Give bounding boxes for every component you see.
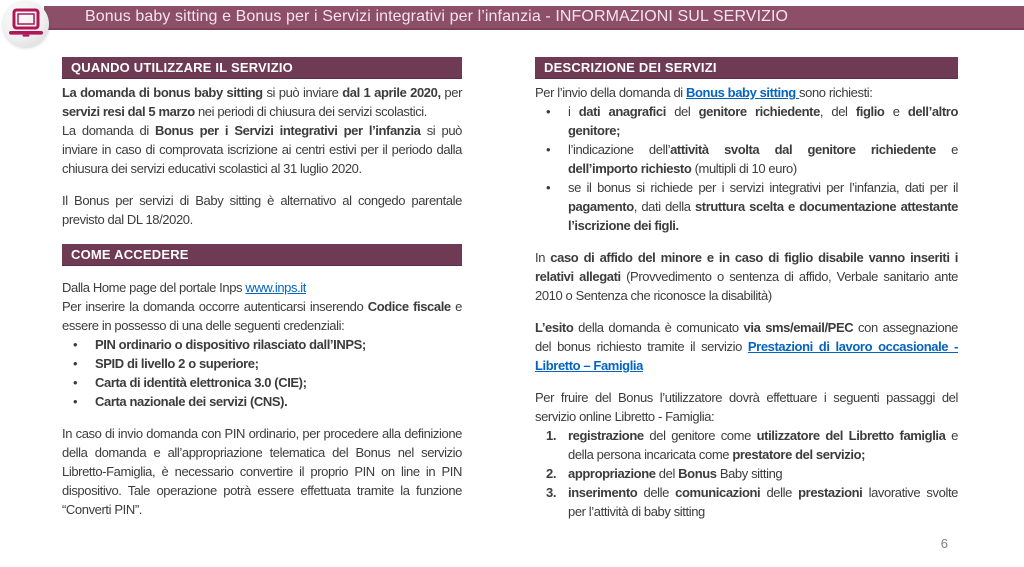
text-run: delle (643, 485, 676, 500)
text-run: struttura scelta e documentazione attestante l’iscrizione dei figli. (568, 199, 958, 233)
text-run: dell’altro genitore; (568, 104, 958, 138)
bullet-item (62, 373, 462, 392)
text-run: Carta di identità elettronica 3.0 (CIE); (95, 375, 307, 390)
text-run: dal 1 aprile 2020, (342, 85, 445, 100)
section-header-come-accedere (62, 244, 462, 266)
laptop-icon (4, 2, 48, 46)
text-run: Per inserire la domanda occorre autenticarsi inserendo (62, 299, 368, 314)
text-run: via sms/email/PEC (743, 320, 859, 335)
number-marker: 3. (546, 485, 557, 500)
text-run: del genitore come (649, 428, 757, 443)
text-run: del (674, 104, 699, 119)
text-run: Per fruire del Bonus l’utilizzatore dovrà effettuare i seguenti passaggi del servizio online Libretto - Famiglia: (535, 390, 958, 424)
paragraph-alternativo-congedo (62, 191, 462, 229)
paragraph-domanda-baby-sitting (62, 83, 462, 121)
text-run: prestatore del servizio; (732, 447, 866, 462)
bullet-item (535, 140, 958, 178)
text-run: In (535, 250, 551, 265)
text-run: L’esito (535, 320, 579, 335)
text-run: servizi resi dal 5 marzo (62, 104, 198, 119)
text-run: e (892, 104, 908, 119)
text-run: del (658, 466, 679, 481)
text-run: (Provvedimento o sentenza di affido, Verbale sanitario ante 2010 o Sentenza che riconosce la disabilità) (535, 269, 959, 303)
credentials-list (62, 335, 462, 411)
text-run: l’indicazione dell’ (568, 142, 671, 157)
text-run: Baby sitting (719, 466, 783, 481)
text-run: con assegnazione del bonus richiesto tramite il servizio (535, 320, 958, 354)
text-run: delle (766, 485, 799, 500)
text-run: della domanda è comunicato (578, 320, 744, 335)
bullet-item (62, 392, 462, 411)
bullet-marker: • (73, 375, 78, 390)
bonus-baby-sitting-link[interactable]: Bonus baby sitting (686, 85, 800, 100)
section-title: QUANDO UTILIZZARE IL SERVIZIO (71, 60, 293, 75)
list-item-text (95, 335, 462, 354)
passaggi-list (535, 426, 958, 521)
section-header-quando-utilizzare (62, 57, 462, 79)
text-run: e (951, 142, 958, 157)
text-run: sono richiesti: (799, 85, 873, 100)
text-run: Il Bonus per servizi di Baby sitting è alternativo al congedo parentale previsto dal DL 18/2020. (62, 193, 462, 227)
text-run: i (568, 104, 579, 119)
bullet-item (535, 178, 958, 235)
inps-link[interactable]: www.inps.it (245, 280, 306, 295)
text-run: appropriazione (568, 466, 659, 481)
text-run: figlio (855, 104, 893, 119)
number-marker: 2. (546, 466, 557, 481)
list-item-text (568, 483, 958, 521)
prestazioni-libretto-famiglia-link[interactable]: Prestazioni di lavoro occasionale - Libretto – Famiglia (535, 339, 958, 373)
title-bar (44, 6, 1024, 30)
text-run: nei periodi di chiusura dei servizi scolastici. (197, 104, 428, 119)
list-item-text (95, 354, 462, 373)
slide-title: Bonus baby sitting e Bonus per i Servizi integrativi per l’infanzia - INFORMAZIONI SUL SERVIZIO (85, 8, 789, 25)
text-run: caso di affido del minore e in caso di figlio disabile vanno inseriti i relativi allegati (535, 250, 958, 284)
right-column (535, 57, 958, 521)
list-item-text (95, 392, 462, 411)
paragraph-pin-ordinario (62, 424, 462, 519)
logo-circle (3, 1, 49, 47)
list-item-text (568, 426, 958, 464)
bullet-marker: • (73, 394, 78, 409)
text-run: dati anagrafici (578, 104, 675, 119)
list-item-text (568, 178, 958, 235)
numbered-item (535, 483, 958, 521)
text-run: registrazione (568, 428, 650, 443)
text-run: comunicazioni (675, 485, 767, 500)
text-run: si può inviare in caso di comprovata iscrizione ai centri estivi per il periodo dalla chiusura dei servizi educativi scolastici al 31 luglio 2020. (62, 123, 462, 176)
paragraph-autenticazione (62, 297, 462, 335)
numbered-item (535, 464, 958, 483)
list-item-text (568, 102, 958, 140)
text-run: e della persona incaricata come (568, 428, 958, 462)
text-run: PIN ordinario o dispositivo rilasciato dall’INPS; (95, 337, 366, 352)
requisiti-list (535, 102, 958, 235)
text-run: per (444, 85, 462, 100)
bullet-marker: • (546, 180, 551, 195)
text-run: Per l’invio della domanda di (535, 85, 686, 100)
text-run: , dati della (633, 199, 695, 214)
numbered-item (535, 426, 958, 464)
text-run: Dalla Home page del portale Inps (62, 280, 246, 295)
text-run: attività svolta dal genitore richiedente (670, 142, 952, 157)
text-run: Codice fiscale (367, 299, 456, 314)
bullet-item (62, 335, 462, 354)
text-run: , del (819, 104, 856, 119)
number-marker: 1. (546, 428, 557, 443)
bullet-marker: • (546, 142, 551, 157)
list-item-text (568, 464, 958, 483)
text-run: Carta nazionale dei servizi (CNS). (95, 394, 288, 409)
bullet-item (535, 102, 958, 140)
paragraph-esito-domanda (535, 318, 958, 375)
text-run: dell’importo richiesto (568, 161, 695, 176)
text-run: utilizzatore del Libretto famiglia (756, 428, 952, 443)
section-title: COME ACCEDERE (71, 247, 189, 262)
text-run: genitore richiedente (698, 104, 820, 119)
text-run: prestazioni (798, 485, 869, 500)
bullet-item (62, 354, 462, 373)
paragraph-affido-disabile (535, 248, 958, 305)
section-title: DESCRIZIONE DEI SERVIZI (544, 60, 717, 75)
text-run: si può inviare (266, 85, 343, 100)
text-run: Bonus per i Servizi integrativi per l’infanzia (155, 123, 427, 138)
page-number: 6 (940, 536, 948, 551)
list-item-text (95, 373, 462, 392)
text-run: inserimento (568, 485, 644, 500)
text-run: La domanda di bonus baby sitting (62, 85, 267, 100)
list-item-text (568, 140, 958, 178)
paragraph-passaggi-libretto (535, 388, 958, 426)
section-header-descrizione-servizi (535, 57, 958, 79)
text-run: Bonus (678, 466, 720, 481)
text-run: se il bonus si richiede per i servizi integrativi per l’infanzia, dati per il (568, 180, 958, 195)
left-column (62, 57, 462, 519)
text-run: e essere in possesso di una delle seguenti credenziali: (62, 299, 462, 333)
bullet-marker: • (73, 337, 78, 352)
text-run: SPID di livello 2 o superiore; (95, 356, 259, 371)
paragraph-domanda-servizi-integrativi (62, 121, 462, 178)
text-run: In caso di invio domanda con PIN ordinario, per procedere alla definizione della domanda e all’appropriazione telematica del Bonus nel servizio Libretto-Famiglia, è necessario convertire il proprio PIN on line in PIN dispositivo. Tale operazione potrà essere effettuata tramite la funzione “Converti PIN”. (62, 426, 462, 517)
paragraph-home-page-inps (62, 278, 462, 297)
text-run: pagamento (568, 199, 634, 214)
bullet-marker: • (73, 356, 78, 371)
bullet-marker: • (546, 104, 551, 119)
text-run: (multipli di 10 euro) (694, 161, 797, 176)
text-run: lavorative svolte per l’attività di baby sitting (568, 485, 958, 519)
paragraph-invio-domanda (535, 83, 958, 102)
text-run: La domanda di (62, 123, 156, 138)
